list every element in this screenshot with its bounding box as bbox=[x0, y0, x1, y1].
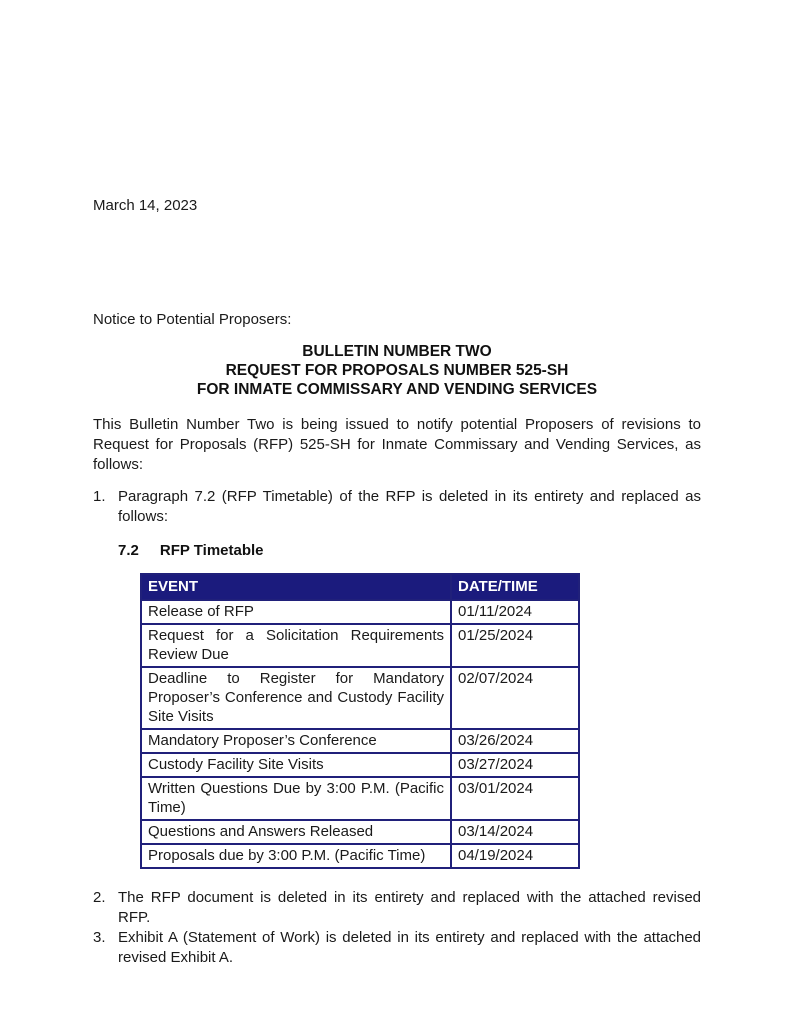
title-line-2: REQUEST FOR PROPOSALS NUMBER 525-SH bbox=[225, 362, 569, 379]
event-cell: Proposals due by 3:00 P.M. (Pacific Time) bbox=[141, 844, 451, 868]
list-item-number: 3. bbox=[93, 929, 106, 946]
date-cell: 03/14/2024 bbox=[451, 820, 579, 844]
table-row bbox=[141, 667, 579, 729]
section-title: RFP Timetable bbox=[159, 542, 264, 559]
list-item-3 bbox=[93, 928, 701, 968]
document-title bbox=[93, 342, 701, 399]
table-row bbox=[141, 820, 579, 844]
event-cell: Custody Facility Site Visits bbox=[141, 753, 451, 777]
table-row bbox=[141, 844, 579, 868]
timetable-table bbox=[140, 573, 580, 869]
event-cell: Written Questions Due by 3:00 P.M. (Pacific Time) bbox=[141, 777, 451, 820]
table-row bbox=[141, 624, 579, 667]
table-row bbox=[141, 753, 579, 777]
document-date: March 14, 2023 bbox=[93, 197, 198, 214]
salutation: Notice to Potential Proposers: bbox=[93, 311, 292, 328]
document-content bbox=[93, 0, 701, 968]
event-cell: Mandatory Proposer’s Conference bbox=[141, 729, 451, 753]
list-item-text: Exhibit A (Statement of Work) is deleted in its entirety and replaced with the attached revised Exhibit A. bbox=[118, 929, 701, 966]
date-column-header: DATE/TIME bbox=[451, 574, 579, 600]
date-cell: 01/25/2024 bbox=[451, 624, 579, 667]
title-line-3: FOR INMATE COMMISSARY AND VENDING SERVICES bbox=[196, 381, 598, 398]
table-row bbox=[141, 777, 579, 820]
date-cell: 04/19/2024 bbox=[451, 844, 579, 868]
list-item-text: The RFP document is deleted in its entirety and replaced with the attached revised RFP. bbox=[118, 889, 701, 926]
event-cell: Release of RFP bbox=[141, 600, 451, 624]
title-line-1: BULLETIN NUMBER TWO bbox=[302, 343, 492, 360]
list-item-text: Paragraph 7.2 (RFP Timetable) of the RFP is deleted in its entirety and replaced as follows: bbox=[118, 488, 701, 525]
list-item-2 bbox=[93, 888, 701, 928]
table-row bbox=[141, 600, 579, 624]
event-column-header: EVENT bbox=[141, 574, 451, 600]
date-cell: 03/26/2024 bbox=[451, 729, 579, 753]
event-cell: Questions and Answers Released bbox=[141, 820, 451, 844]
date-cell: 03/27/2024 bbox=[451, 753, 579, 777]
table-header-row bbox=[141, 574, 579, 600]
list-item-number: 1. bbox=[93, 488, 106, 505]
date-cell: 01/11/2024 bbox=[451, 600, 579, 624]
section-number: 7.2 bbox=[118, 542, 139, 559]
list-item-number: 2. bbox=[93, 889, 106, 906]
section-heading bbox=[118, 541, 701, 561]
intro-paragraph: This Bulletin Number Two is being issued to notify potential Proposers of revisions to Request for Proposals (RFP) 525-SH for Inmate Commissary and Vending Services, as follows: bbox=[93, 416, 701, 473]
date-cell: 02/07/2024 bbox=[451, 667, 579, 729]
rfp-timetable bbox=[140, 573, 578, 869]
date-cell: 03/01/2024 bbox=[451, 777, 579, 820]
event-cell: Deadline to Register for Mandatory Proposer’s Conference and Custody Facility Site Visits bbox=[141, 667, 451, 729]
list-item-1 bbox=[93, 487, 701, 527]
event-cell: Request for a Solicitation Requirements Review Due bbox=[141, 624, 451, 667]
table-row bbox=[141, 729, 579, 753]
